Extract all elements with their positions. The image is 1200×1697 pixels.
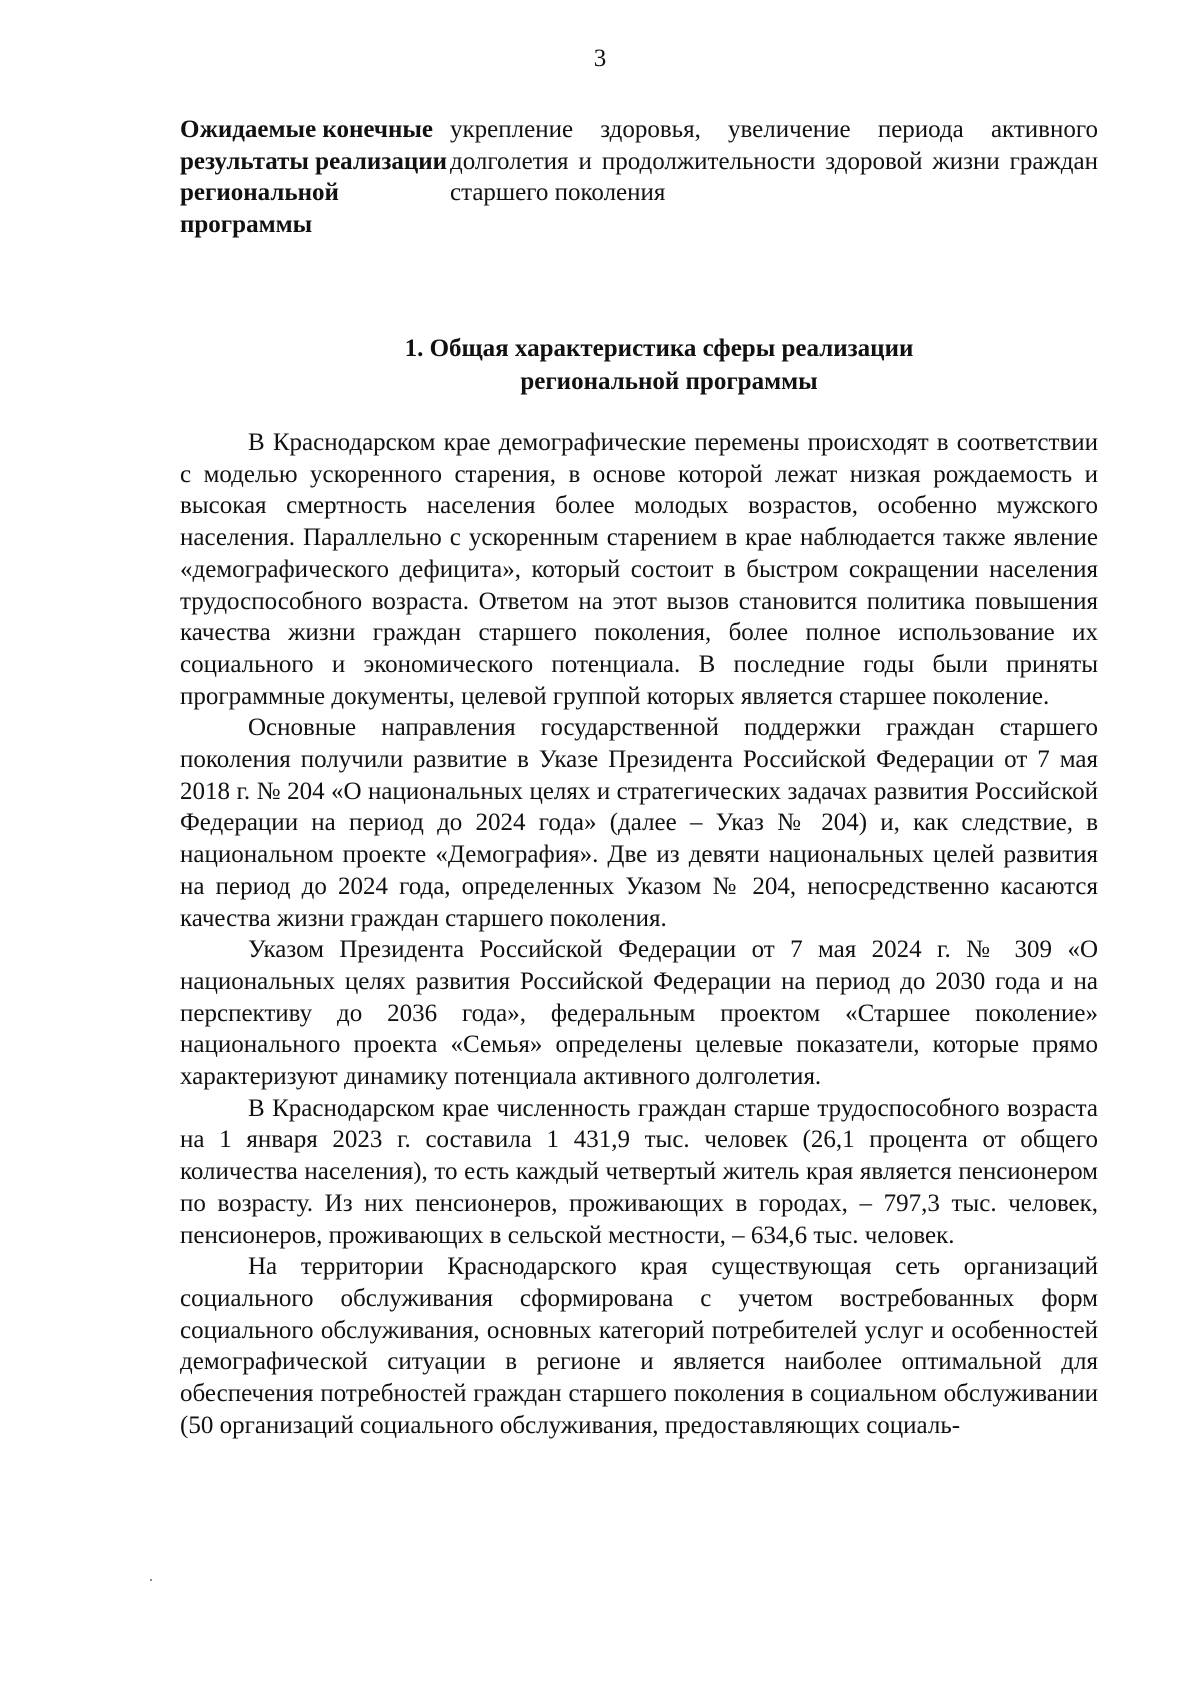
section-heading bbox=[180, 332, 1098, 398]
paragraph-social-service-network: На территории Краснодарского края существующая сеть организаций социального обслуживания сформирована с учетом востребованных форм социального обслуживания, основных категорий потребителей услуг и особенностей демографической ситуации в регионе и является наиболее оптимальной для обеспечения потребностей граждан старшего поколения в социальном обслуживании (50 организаций социального обслуживания, предоставляющих социаль- bbox=[180, 1253, 1098, 1439]
scan-speck bbox=[150, 1579, 152, 1581]
paragraph-population-statistics: В Краснодарском крае численность граждан старше трудоспособного возраста на 1 января 2023 г. составила 1 431,9 тыс. человек (26,1 процента от общего количества населения), то есть каждый четвертый житель края является пенсионером по возрасту. Из них пенсионеров, проживающих в городах, – 797,3 тыс. человек, пенсионеров, проживающих в сельской местности, – 634,6 тыс. человек. bbox=[180, 1094, 1098, 1249]
passport-label: Ожидаемые конечные результаты реализации региональной программы bbox=[180, 116, 448, 238]
page-number: 3 bbox=[593, 45, 607, 72]
paragraph-state-support-directions: Основные направления государственной поддержки граждан старшего поколения получили развитие в Указе Президента Российской Федерации от 7 мая 2018 г. № 204 «О национальных целях и стратегических задачах развития Российской Федерации на период до 2024 года» (далее – Указ № 204) и, как следствие, в национальном проекте «Демография». Две из девяти национальных целей развития на период до 2024 года, определенных Указом № 204, непосредственно касаются качества жизни граждан старшего поколения. bbox=[180, 714, 1098, 932]
body-text bbox=[180, 427, 1098, 1442]
paragraph-demographic-changes: В Краснодарском крае демографические перемены происходят в соответствии с моделью ускоренного старения, в основе которой лежат низкая рождаемость и высокая смертность населения более молодых возрастов, особенно мужского населения. Параллельно с ускоренным старением в крае наблюдается также явление «демографического дефицита», который состоит в быстром сокращении населения трудоспособного возраста. Ответом на этот вызов становится политика повышения качества жизни граждан старшего поколения, более полное использование их социального и экономического потенциала. В последние годы были приняты программные документы, целевой группой которых является старшее поколение. bbox=[180, 429, 1098, 710]
passport-row-expected-results bbox=[180, 114, 1098, 240]
passport-value: укрепление здоровья, увеличение периода активного долголетия и продолжительности здоровой жизни граждан старшего поколения bbox=[450, 116, 1098, 206]
paragraph-decree-309: Указом Президента Российской Федерации от 7 мая 2024 г. № 309 «О национальных целях развития Российской Федерации на период до 2030 года и на перспективу до 2036 года», федеральным проектом «Старшее поколение» национального проекта «Семья» определены целевые показатели, которые прямо характеризуют динамику потенциала активного долголетия. bbox=[180, 936, 1098, 1091]
section-heading-line-1: 1. Общая характеристика сферы реализации bbox=[404, 335, 914, 362]
section-heading-line-2: региональной программы bbox=[520, 368, 818, 395]
